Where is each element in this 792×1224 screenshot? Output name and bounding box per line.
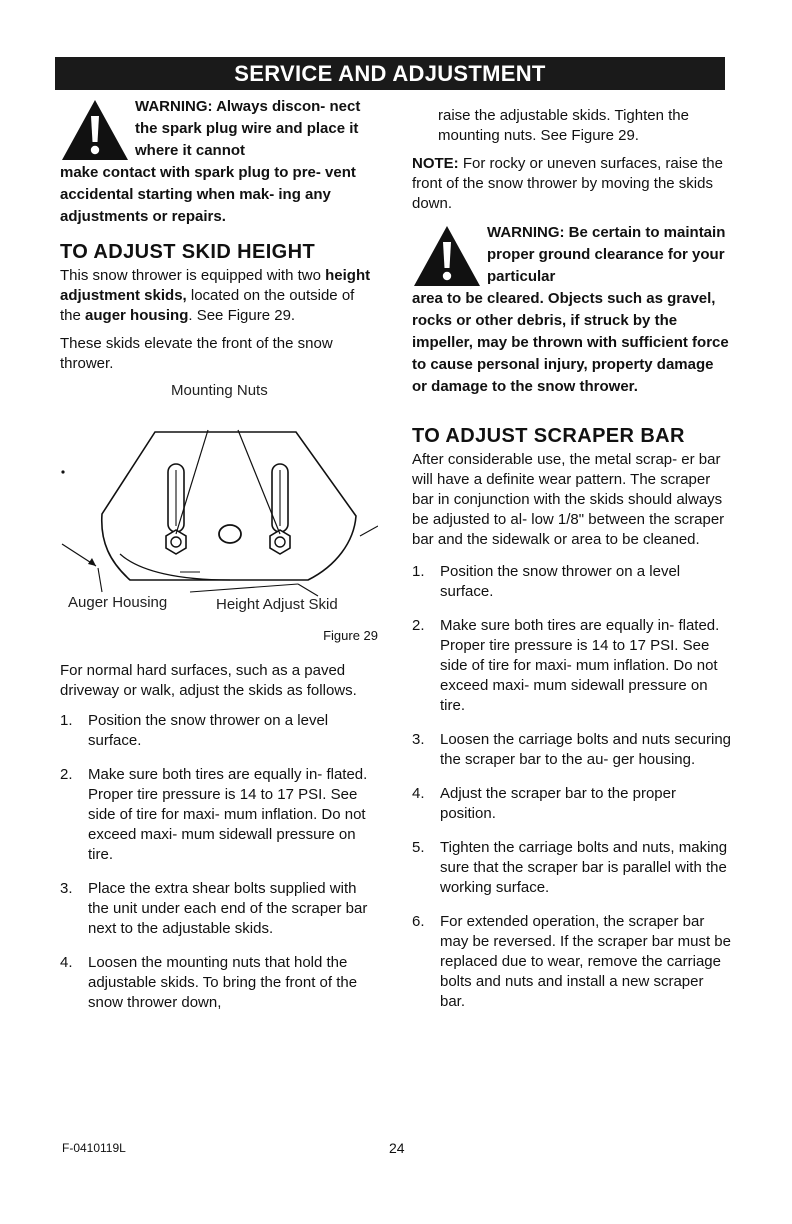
list-item bbox=[60, 711, 378, 751]
skid-intro-e: . See Figure 29. bbox=[188, 307, 296, 324]
step-text: Tighten the carriage bolts and nuts, making sure that the scraper bar is parallel with the working surface. bbox=[440, 839, 728, 896]
list-item bbox=[412, 912, 732, 1012]
step-number: 4. bbox=[60, 954, 73, 971]
skid-elevate-paragraph: These skids elevate the front of the snow thrower. bbox=[60, 335, 333, 372]
left-column bbox=[60, 96, 378, 1027]
step-number: 3. bbox=[60, 880, 73, 897]
warning-head-text: WARNING: Be certain to maintain proper ground clearance for your particular bbox=[487, 224, 726, 285]
right-column bbox=[412, 106, 732, 1026]
skid-intro-bold-housing: auger housing bbox=[85, 307, 189, 324]
step-text: Position the snow thrower on a level surface. bbox=[88, 712, 329, 749]
skid-diagram bbox=[60, 384, 378, 614]
scraper-steps-list bbox=[412, 562, 732, 1012]
step-text: Make sure both tires are equally in- flated. Proper tire pressure is 14 to 17 PSI. See side of tire for maxi- mum inflation. Do not exceed maxi- mum sidewall pressure on tire. bbox=[440, 617, 720, 714]
page-number: 24 bbox=[389, 1140, 405, 1156]
hard-surface-paragraph: For normal hard surfaces, such as a paved driveway or walk, adjust the skids as follows. bbox=[60, 662, 357, 699]
scraper-bar-title: TO ADJUST SCRAPER BAR bbox=[412, 425, 685, 447]
spark-plug-warning bbox=[60, 96, 378, 228]
step-number: 3. bbox=[412, 731, 425, 748]
step-number: 1. bbox=[60, 712, 73, 729]
skid-intro-paragraph bbox=[60, 266, 378, 326]
step-number: 4. bbox=[412, 785, 425, 802]
note-paragraph bbox=[412, 154, 732, 214]
list-item bbox=[412, 730, 732, 770]
step-text: Loosen the mounting nuts that hold the adjustable skids. To bring the front of the snow thrower down, bbox=[88, 954, 358, 1011]
note-label: NOTE: bbox=[412, 155, 459, 172]
height-adjust-skid-label: Height Adjust Skid bbox=[216, 596, 338, 613]
document-code: F-0410119L bbox=[62, 1141, 126, 1155]
figure-caption: Figure 29 bbox=[323, 628, 378, 643]
warning-rest-text: make contact with spark plug to pre- vent accidental starting when mak- ing any adjustments or repairs. bbox=[60, 164, 356, 225]
skid-height-title: TO ADJUST SKID HEIGHT bbox=[60, 241, 316, 263]
skid-intro-bold-skids: height adjustment skids, bbox=[60, 267, 371, 304]
warning-triangle-icon bbox=[60, 98, 130, 162]
step-number: 1. bbox=[412, 563, 425, 580]
continued-paragraph: raise the adjustable skids. Tighten the mounting nuts. See Figure 29. bbox=[438, 107, 689, 144]
warning-triangle-icon bbox=[412, 224, 482, 288]
list-item bbox=[412, 562, 732, 602]
step-number: 2. bbox=[60, 766, 73, 783]
auger-housing-label: Auger Housing bbox=[68, 594, 168, 611]
skid-intro-c: located on the outside of the bbox=[60, 287, 355, 324]
list-item bbox=[412, 784, 732, 824]
step-number: 2. bbox=[412, 617, 425, 634]
warning-rest-text: area to be cleared. Objects such as gravel, rocks or other debris, if struck by the impeller, may be thrown with sufficient force to cause personal injury, property damage or damage to the snow thrower. bbox=[412, 290, 729, 395]
step-text: For extended operation, the scraper bar may be reversed. If the scraper bar must be replaced due to wear, remove the carriage bolts and nuts and install a new scraper bar. bbox=[440, 913, 731, 1010]
step-text: Position the snow thrower on a level surface. bbox=[440, 563, 681, 600]
list-item bbox=[412, 616, 732, 716]
step-text: Make sure both tires are equally in- flated. Proper tire pressure is 14 to 17 PSI. See side of tire for maxi- mum inflation. Do not exceed maxi- mum sidewall pressure on tire. bbox=[88, 766, 368, 863]
scraper-intro-paragraph: After considerable use, the metal scrap- er bar will have a definite wear pattern. The scraper bar in conjunction with the skids should always be adjusted to al- low 1/8" between the scraper bar and the sidewalk or area to be cleaned. bbox=[412, 451, 725, 548]
list-item bbox=[60, 879, 378, 939]
skid-steps-list bbox=[60, 711, 378, 1013]
figure-29 bbox=[60, 384, 378, 614]
section-banner: SERVICE AND ADJUSTMENT bbox=[55, 57, 725, 90]
step-number: 5. bbox=[412, 839, 425, 856]
step-text: Adjust the scraper bar to the proper position. bbox=[440, 785, 676, 822]
step-number: 6. bbox=[412, 913, 425, 930]
list-item bbox=[412, 838, 732, 898]
step-text: Place the extra shear bolts supplied with the unit under each end of the scraper bar next to the adjustable skids. bbox=[88, 880, 368, 937]
list-item bbox=[60, 765, 378, 865]
note-text: For rocky or uneven surfaces, raise the front of the snow thrower by moving the skids down. bbox=[412, 155, 723, 212]
step-text: Loosen the carriage bolts and nuts securing the scraper bar to the au- ger housing. bbox=[440, 731, 732, 768]
list-item bbox=[60, 953, 378, 1013]
ground-clearance-warning bbox=[412, 222, 732, 398]
mounting-nuts-label: Mounting Nuts bbox=[171, 382, 268, 399]
warning-head-text: WARNING: Always discon- nect the spark plug wire and place it where it cannot bbox=[135, 98, 361, 159]
skid-intro-a: This snow thrower is equipped with two bbox=[60, 267, 326, 284]
